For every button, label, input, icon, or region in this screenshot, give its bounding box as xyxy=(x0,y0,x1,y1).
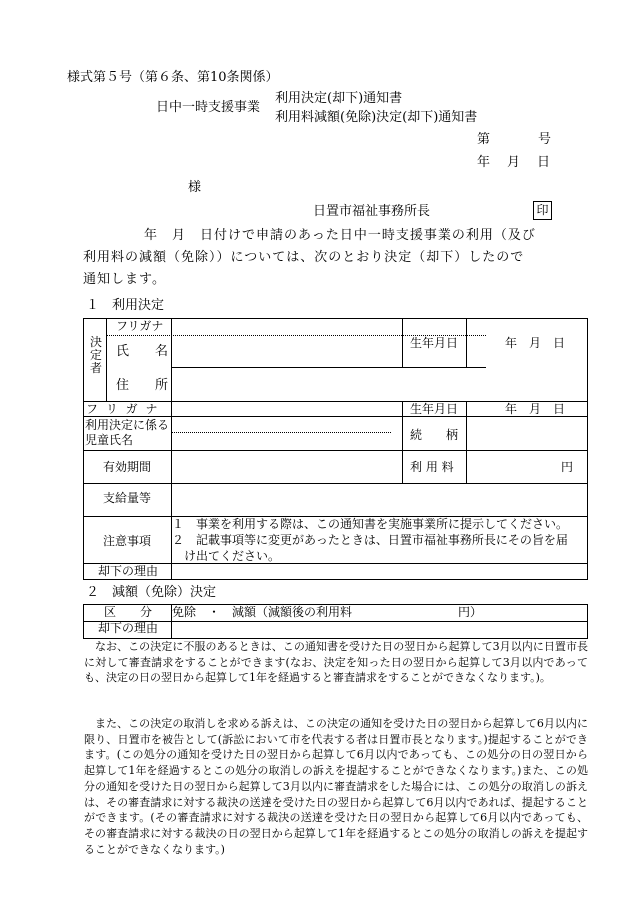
child-birthdate-label: 生年月日 xyxy=(410,402,459,416)
fee-label: 利 用 料 xyxy=(410,460,454,474)
number-suffix: 号 xyxy=(538,132,552,147)
title-line-1: 利用決定(却下)通知書 xyxy=(275,91,403,106)
name-label: 氏 名 xyxy=(116,344,169,359)
supply-amount-label: 支給量等 xyxy=(103,491,152,505)
birthdate-value: 年 月 日 xyxy=(505,336,566,350)
valid-period-label: 有効期間 xyxy=(103,460,152,474)
note-1: １ 事業を利用する際は、この通知書を実施事業所に提示してください。 xyxy=(172,517,569,531)
notes-label: 注意事項 xyxy=(103,534,152,548)
child-furigana-label: フ リ ガ ナ xyxy=(86,402,160,416)
intro-line-2: 利用料の減額（免除））については、次のとおり決定（却下）したので xyxy=(83,250,525,265)
fee-unit: 円 xyxy=(561,460,574,474)
intro-line-1: 年 月 日付けで申請のあった日中一時支援事業の利用（及び xyxy=(144,228,536,243)
rejection-reason-label: 却下の理由 xyxy=(98,564,159,578)
decider-label: 決定者 xyxy=(90,335,103,375)
child-birthdate-value: 年 月 日 xyxy=(505,402,566,416)
birthdate-label: 生年月日 xyxy=(410,336,459,350)
date-day: 日 xyxy=(537,155,551,170)
child-name-label: 利用決定に係る児童氏名 xyxy=(85,418,170,447)
form-number: 様式第５号（第６条、第10条関係） xyxy=(67,70,279,85)
notice-paragraph-2: また、この決定の取消しを求める訴えは、この決定の通知を受けた日の翌日から起算して6月以内に限り、日置市を被告として(訴訟において市を代表する者は日置市長となります。)提起することができます。(この処分の通知を受けた日の翌日から起算して6月以内であっても、この処分の日の翌日から起算して1年を経過するとこの処分の取消しの訴えを提起することができなくなります。)また、この処分の通知を受けた日の翌日から起算して3月以内に審査請求をした場合には、この処分の取消しの訴えは、その審査請求に対する裁決の送達を受けた日の翌日から起算して6月以内であれば、提起することができます。(その審査請求に対する裁決の送達を受けた日の翌日から起算して6月以内であっても、その審査請求に対する裁決の日の翌日から起算して1年を経過するとこの処分の取消しの訴えを提起することができなくなります。) xyxy=(84,717,588,856)
intro-line-3: 通知します。 xyxy=(83,272,166,287)
furigana-label: フリガナ xyxy=(116,319,164,333)
date-month: 月 xyxy=(507,155,521,170)
note-2-continued: け出てください。 xyxy=(184,549,281,563)
issuer-name: 日置市福祉事務所長 xyxy=(313,204,431,219)
notice-paragraph-1: なお、この決定に不服のあるときは、この通知書を受けた日の翌日から起算して3月以内に日置市長に対して審査請求をすることができます(なお、決定を知った日の翌日から起算して3月以内であっても、決定の日の翌日から起算して1年を経過すると審査請求をすることができなくなります。)。 xyxy=(84,640,588,685)
relation-label: 続 柄 xyxy=(410,428,459,442)
date-year: 年 xyxy=(477,155,491,170)
category-value: 免除 ・ 減額（減額後の利用料 xyxy=(172,605,353,619)
category-unit: 円） xyxy=(458,605,483,619)
number-label: 第 xyxy=(477,132,491,147)
note-2: ２ 記載事項等に変更があったときは、日置市福祉事務所長にその旨を届 xyxy=(172,533,568,547)
reduction-rejection-reason-label: 却下の理由 xyxy=(98,621,159,635)
section-1-heading: １ 利用決定 xyxy=(86,298,165,313)
title-line-2: 利用料減額(免除)決定(却下)通知書 xyxy=(275,110,478,125)
seal-stamp: 印 xyxy=(533,201,552,220)
section-2-heading: ２ 減額（免除）決定 xyxy=(86,585,217,600)
title-prefix: 日中一時支援事業 xyxy=(156,100,261,115)
category-label: 区 分 xyxy=(104,605,153,619)
address-label: 住 所 xyxy=(116,378,169,393)
addressee-suffix: 様 xyxy=(188,180,202,195)
